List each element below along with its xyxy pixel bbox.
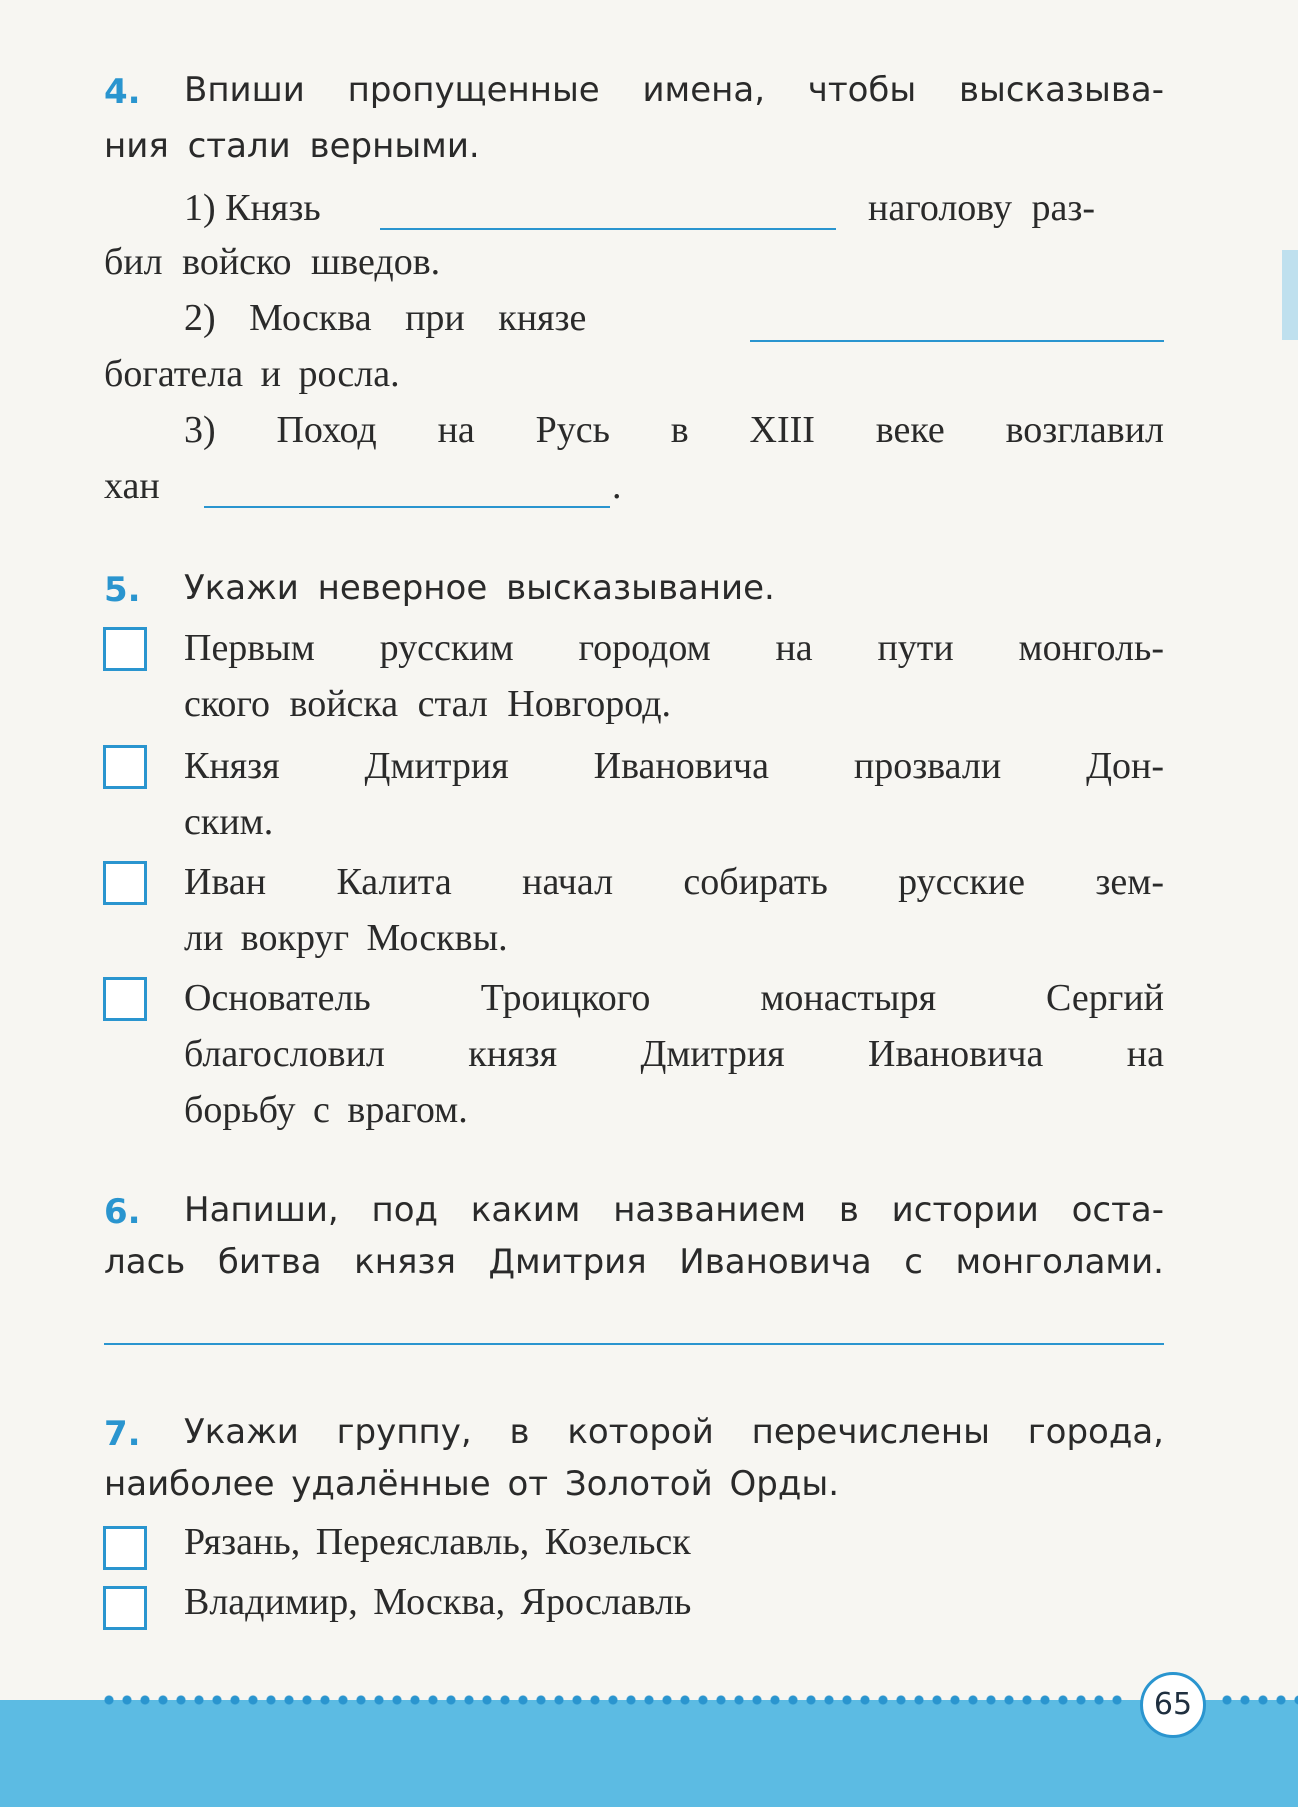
task-5-option-1-checkbox[interactable]: [103, 627, 147, 671]
task-4-item-1-answer-field[interactable]: [380, 228, 836, 230]
page-edge-tab: [1282, 250, 1298, 340]
task-5-number: 5.: [104, 570, 141, 610]
task-7-option-1-label: Рязань, Переяславль, Козельск: [184, 1521, 691, 1563]
task-4-item-2-line-2: богатела и росла.: [104, 353, 400, 395]
task-4-prompt-line-1: Впиши пропущенные имена, чтобы высказыва-: [184, 70, 1164, 110]
task-4-item-1-end: наголову раз-: [868, 187, 1095, 229]
task-5-option-2-line-2: ским.: [184, 801, 274, 843]
task-4-prompt-line-2: ния стали верными.: [104, 126, 480, 166]
task-7-number: 7.: [104, 1414, 141, 1454]
task-4-item-3-start: хан: [104, 465, 160, 507]
task-6-prompt-line-2: лась битва князя Дмитрия Ивановича с монголами.: [104, 1242, 1164, 1282]
task-5-option-4-line-1: Основатель Троицкого монастыря Сергий: [184, 977, 1164, 1019]
task-5-prompt: Укажи неверное высказывание.: [184, 568, 775, 608]
task-5-option-3-line-1: Иван Калита начал собирать русские зем-: [184, 861, 1164, 903]
task-4-item-1-line-2: бил войско шведов.: [104, 241, 441, 283]
task-7-option-2-checkbox[interactable]: [103, 1586, 147, 1630]
task-4-item-3-end: .: [612, 465, 622, 507]
footer-band: [0, 1700, 1298, 1807]
footer-dotted-line-right: [1218, 1693, 1298, 1707]
task-5-option-3-checkbox[interactable]: [103, 861, 147, 905]
task-6-prompt-line-1: Напиши, под каким названием в истории оста-: [184, 1190, 1164, 1230]
task-7-prompt-line-2: наиболее удалённые от Золотой Орды.: [104, 1464, 840, 1504]
task-7-prompt-line-1: Укажи группу, в которой перечислены города,: [184, 1412, 1164, 1452]
task-7-option-2-label: Владимир, Москва, Ярославль: [184, 1581, 692, 1623]
task-5-option-1-line-2: ского войска стал Новгород.: [184, 683, 672, 725]
task-5-option-1-line-1: Первым русским городом на пути монголь-: [184, 627, 1164, 669]
task-5-option-2-checkbox[interactable]: [103, 745, 147, 789]
task-5-option-4-line-2: благословил князя Дмитрия Ивановича на: [184, 1033, 1164, 1075]
footer-dotted-line: [100, 1693, 1130, 1707]
task-4-item-3-line-1: 3) Поход на Русь в XIII веке возглавил: [184, 409, 1164, 451]
task-6-number: 6.: [104, 1192, 141, 1232]
task-7-option-1-checkbox[interactable]: [103, 1526, 147, 1570]
page-number: 65: [1140, 1672, 1206, 1738]
task-4-item-2-start: 2) Москва при князе: [184, 297, 587, 339]
task-4-item-1-start: 1) Князь: [184, 187, 321, 229]
task-4-number: 4.: [104, 72, 141, 112]
task-4-item-2-answer-field[interactable]: [750, 340, 1164, 342]
task-4-item-3-answer-field[interactable]: [204, 506, 610, 508]
task-5-option-4-line-3: борьбу с врагом.: [184, 1089, 468, 1131]
task-6-answer-field[interactable]: [104, 1343, 1164, 1345]
task-5-option-3-line-2: ли вокруг Москвы.: [184, 917, 508, 959]
task-5-option-2-line-1: Князя Дмитрия Ивановича прозвали Дон-: [184, 745, 1164, 787]
task-5-option-4-checkbox[interactable]: [103, 977, 147, 1021]
